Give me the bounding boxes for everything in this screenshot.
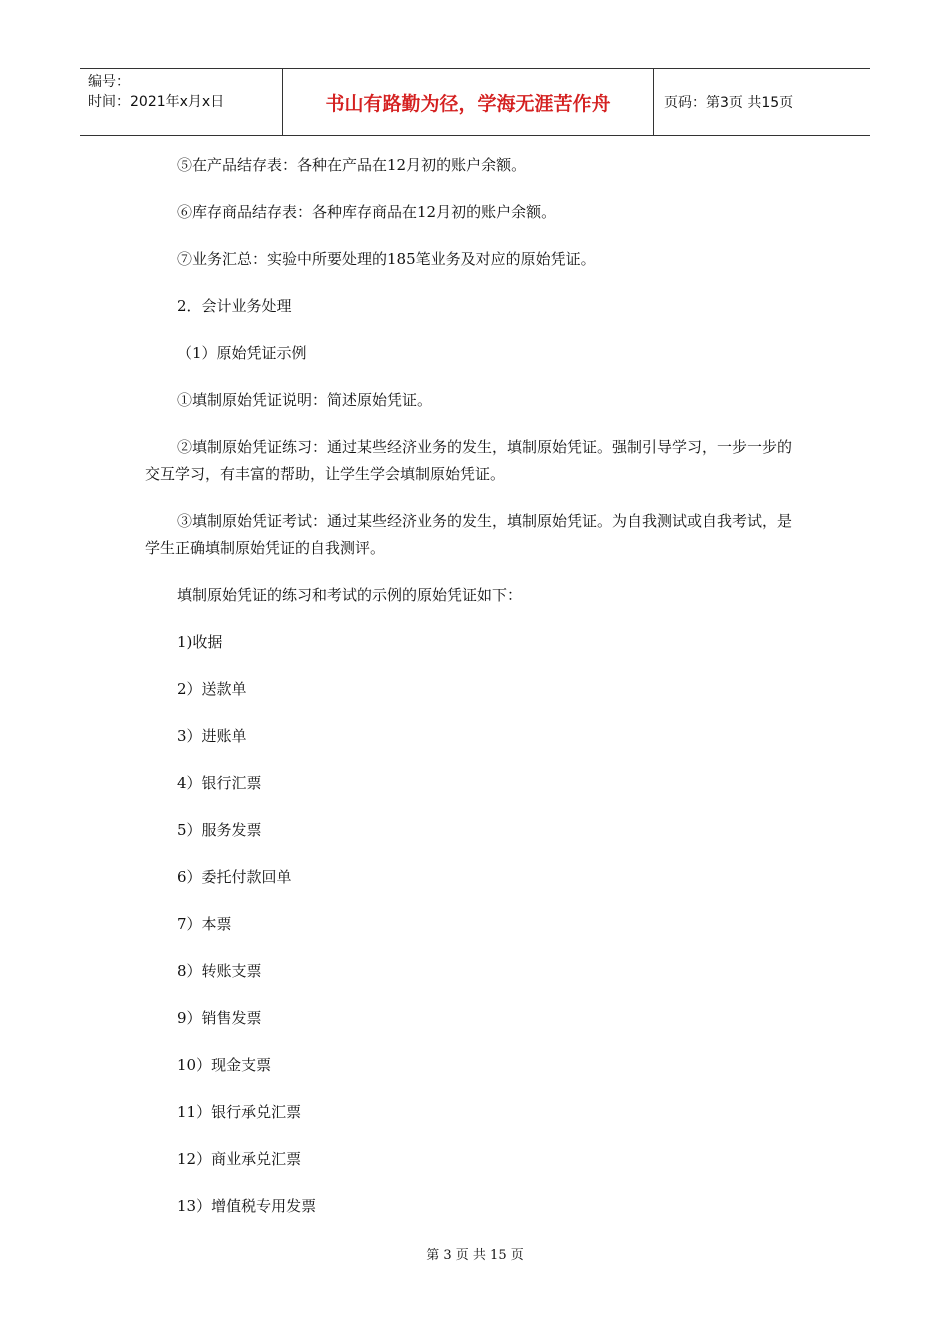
paragraph: 填制原始凭证的练习和考试的示例的原始凭证如下：	[177, 586, 523, 604]
paragraph: ⑦业务汇总：实验中所要处理的185笔业务及对应的原始凭证。	[177, 250, 596, 268]
paragraph: ①填制原始凭证说明：简述原始凭证。	[177, 391, 433, 409]
paragraph: ②填制原始凭证练习：通过某些经济业务的发生，填制原始凭证。强制引导学习，一步一步的交互学习，有丰富的帮助，让学生学会填制原始凭证。	[145, 438, 793, 483]
page-footer: 第 3 页 共 15 页	[426, 1248, 524, 1263]
section-heading: 2．会计业务处理	[177, 297, 292, 315]
list-item: 8）转账支票	[177, 962, 262, 980]
list-item: 5）服务发票	[177, 821, 262, 839]
document-date-label: 时间：2021年x月x日	[88, 94, 225, 110]
document-number-label: 编号：	[88, 74, 130, 90]
paragraph: ③填制原始凭证考试：通过某些经济业务的发生，填制原始凭证。为自我测试或自我考试，是学生正确填制原始凭证的自我测评。	[145, 512, 793, 557]
list-item: 1)收据	[177, 633, 223, 651]
page-header	[80, 68, 870, 136]
paragraph: ⑤在产品结存表：各种在产品在12月初的账户余额。	[177, 156, 527, 174]
paragraph: ⑥库存商品结存表：各种库存商品在12月初的账户余额。	[177, 203, 557, 221]
list-item: 6）委托付款回单	[177, 868, 292, 886]
document-body	[145, 152, 805, 1240]
list-item: 12）商业承兑汇票	[177, 1150, 302, 1168]
list-item: 10）现金支票	[177, 1056, 272, 1074]
list-item: 2）送款单	[177, 680, 247, 698]
header-info-cell	[80, 69, 282, 135]
header-page-number: 页码：第3页 共15页	[664, 95, 794, 111]
list-item: 3）进账单	[177, 727, 247, 745]
list-item: 7）本票	[177, 915, 232, 933]
list-item: 9）销售发票	[177, 1009, 262, 1027]
subsection-heading: （1）原始凭证示例	[177, 344, 307, 362]
list-item: 4）银行汇票	[177, 774, 262, 792]
header-motto: 书山有路勤为径，学海无涯苦作舟	[282, 69, 654, 135]
list-item: 13）增值税专用发票	[177, 1197, 317, 1215]
list-item: 11）银行承兑汇票	[177, 1103, 302, 1121]
